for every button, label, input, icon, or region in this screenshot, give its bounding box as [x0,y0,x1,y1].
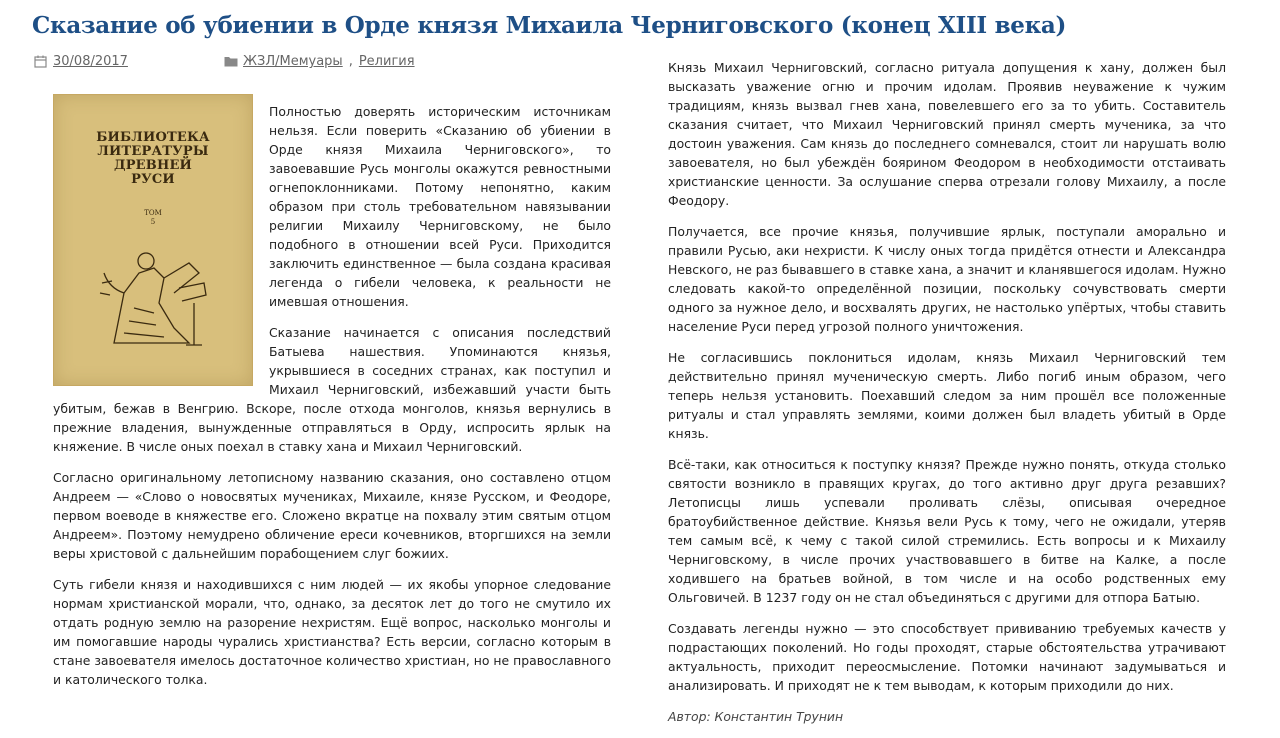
paragraph-4: Суть гибели князя и находившихся с ним людей — их якобы упорное следование нормам христианской морали, что, однако, за десяток лет до того не смутило их отдать родную землю на разорение нехристям. Ещё вопрос, насколько монголы и им помогавшие народы чурались христианства? Есть версии, согласно которым в стане завоевателя имелось достаточное количество христиан, но не православного и католического толка. [53,577,611,687]
book-cover-volume: ТОМ 5 [144,209,162,226]
paragraph-3: Согласно оригинальному летописному названию сказания, оно составлено отцом Андреем — «Слово о новосвятых мучениках, Михаиле, князе Русском, и Феодоре, первом воеводе в княжестве его. Сложено вкратце на похвалу этим святым отцом Андреем». Поэтому немудрено обличение ереси кочевников, вторгшихся на земли веры христовой с дальнейшим порабощением слуг божиих. [53,470,611,561]
book-cover-title: БИБЛИОТЕКА ЛИТЕРАТУРЫ ДРЕВНЕЙ РУСИ [96,130,210,187]
paragraph-6: Получается, все прочие князья, получившие ярлык, поступали аморально и правили Русью, аки нехристи. К числу оных тогда придётся отнести и Александра Невского, не раз бывавшего в ставке хана, а значит и кланявшегося идолам. Нужно следовать какой-то определённой позиции, поскольку сочувствовать смерти одного за нужное дело, и восхвалять других, не настолько упёртых, чтобы ставить население Руси перед угрозой полного уничтожения. [668,224,1226,334]
paragraph-1: Полностью доверять историческим источникам нельзя. Если поверить «Сказанию об убиении в Орде князя Михаила Черниговского», то завоевавшие Русь монголы окажутся ревностными огнепоклонниками. Потому непонятно, каким образом при столь требовательном навязывании религии Михаилу Черниговскому, не было подобного в отношении всей Руси. Приходится заключить единственное — была создана красивая легенда о гибели человека, к реальности не имевшая отношения. [269,104,611,309]
scribe-illustration [94,233,214,353]
paragraph-9: Создавать легенды нужно — это способствует прививанию требуемых качеств у подрастающих поколений. Но годы проходят, старые обстоятельства утрачивают актуальность, приходит переосмысление. Потомки начинают задумываться и анализировать. И приходят не к тем выводам, к которым приходили до них. [668,621,1226,693]
paragraph-7: Не согласившись поклониться идолам, князь Михаил Черниговский тем действительно принял мученическую смерть. Либо погиб иным образом, чего теперь нельзя установить. Поехавший следом за ним прошёл все положенные ритуалы и стал управлять землями, коими должен был владеть убитый в Орде князь. [668,350,1226,441]
paragraph-5: Князь Михаил Черниговский, согласно ритуала допущения к хану, должен был высказать уважение огню и прочим идолам. Проявив неуважение к чужим традициям, князь вызвал гнев хана, повелевшего его за то убить. Составитель сказания считает, что Михаил Черниговский принял смерть мученика, за что достоин уважения. Сам князь до последнего сомневался, стоит ли нарушать волю завоевателя, но был убеждён боярином Феодором в необходимости отстаивать христианские ценности. За ослушание сперва отрезали голову Михаилу, а после Феодору. [668,60,1226,208]
post-date-link[interactable]: 30/08/2017 [53,54,128,69]
article-right-column [668,58,1226,738]
post-date [34,54,128,69]
category-separator: , [348,54,353,69]
paragraph-2: Сказание начинается с описания последствий Батыева нашествия. Упоминаются князья, укрывшиеся в соседних странах, как поступил и Михаил Черниговский, избежавший участи быть убитым, бежав в Венгрию. Вскоре, после отхода монголов, князья вернулись в прежние владения, вынужденные отправляться в Орду, испросить ярлык на княжение. В числе оных поехал в ставку хана и Михаил Черниговский. [53,325,611,454]
page-title: Сказание об убиении в Орде князя Михаила Черниговского (конец XIII века) [32,12,1067,39]
paragraph-8: Всё-таки, как относиться к поступку князя? Прежде нужно понять, откуда столько святости возникло в правящих кругах, до того активно друг друга резавших? Летописцы лишь успевали проливать слёзы, описывая очередное братоубийственное действие. Князья вели Русь к тому, чего не ожидали, утеряв тем самым всё, к чему с такой силой стремились. Есть вопросы и к Михаилу Черниговскому, в числе прочих участвовавшего в битве на Калке, а после ходившего на братьев войной, в том числе и на особо родственных ему Ольговичей. В 1237 году он не стал объединяться с другими для отпора Батыю. [668,457,1226,605]
calendar-icon [34,55,47,68]
category-link-memoirs[interactable]: ЖЗЛ/Мемуары [243,54,343,69]
category-link-religion[interactable]: Религия [358,54,415,69]
post-categories [224,54,415,69]
folder-icon [224,55,237,68]
book-cover-image [53,94,253,386]
author-line: Автор: Константин Трунин [668,709,844,724]
article-left-column [53,102,611,701]
